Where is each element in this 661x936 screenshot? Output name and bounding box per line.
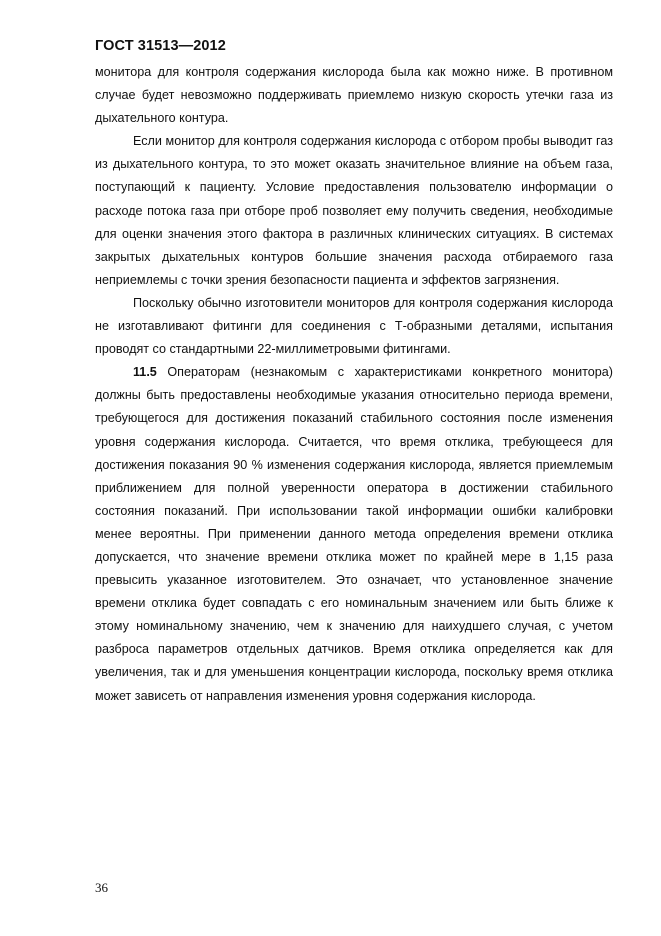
paragraph-text: монитора для контроля содержания кислорода была как можно ниже. В противном случае будет невозможно поддерживать приемлемо низкую скорость утечки газа из дыхательного контура. [95,65,613,126]
paragraph-text: Операторам (незнакомым с характеристиками конкретного монитора) должны быть предоставлены необходимые указания относительно периода времени, требующегося для достижения показаний стабильного состояния после изменения уровня содержания кислорода. Считается, что время отклика, требующееся для достижения показания 90 % изменения содержания кислорода, является приемлемым приближением для полной уверенности оператора в достижении стабильного состояния показаний. При использовании такой информации ошибки калибровки менее вероятны. При применении данного метода определения времени отклика допускается, что значение времени отклика может по крайней мере в 1,15 раза превысить указанное изготовителем. Это означает, что установленное значение времени отклика будет совпадать с его номинальным значением или быть ближе к этому номинальному значению, чем к значению для наихудшего случая, с учетом разброса параметров отдельных датчиков. Время отклика определяется как для увеличения, так и для уменьшения концентрации кислорода, поскольку время отклика может зависеть от направления изменения уровня содержания кислорода. [95,365,613,703]
paragraph-text: Поскольку обычно изготовители мониторов для контроля содержания кислорода не изготавливают фитинги для соединения с Т-образными деталями, испытания проводят со стандартными 22-миллиметровыми фитингами. [95,295,613,357]
standard-code-header: ГОСТ 31513—2012 [95,38,226,54]
paragraph-continuation [95,61,613,130]
paragraph-fittings [95,292,613,361]
paragraph-text: Если монитор для контроля содержания кислорода с отбором пробы выводит газ из дыхательного контура, то это может оказать значительное влияние на объем газа, поступающий к пациенту. Условие предоставления пользователю информации о расходе потока газа при отборе проб позволяет ему получить сведения, необходимые для оценки значения этого фактора в различных клинических ситуациях. В системах закрытых дыхательных контуров большие значения расхода отбираемого газа неприемлемы с точки зрения безопасности пациента и эффектов загрязнения. [95,134,613,287]
paragraph-section-11-5 [95,361,613,707]
document-body [95,61,613,708]
page-number: 36 [95,880,108,895]
section-number: 11.5 [133,365,157,380]
paragraph-sampling-monitor [95,130,613,292]
